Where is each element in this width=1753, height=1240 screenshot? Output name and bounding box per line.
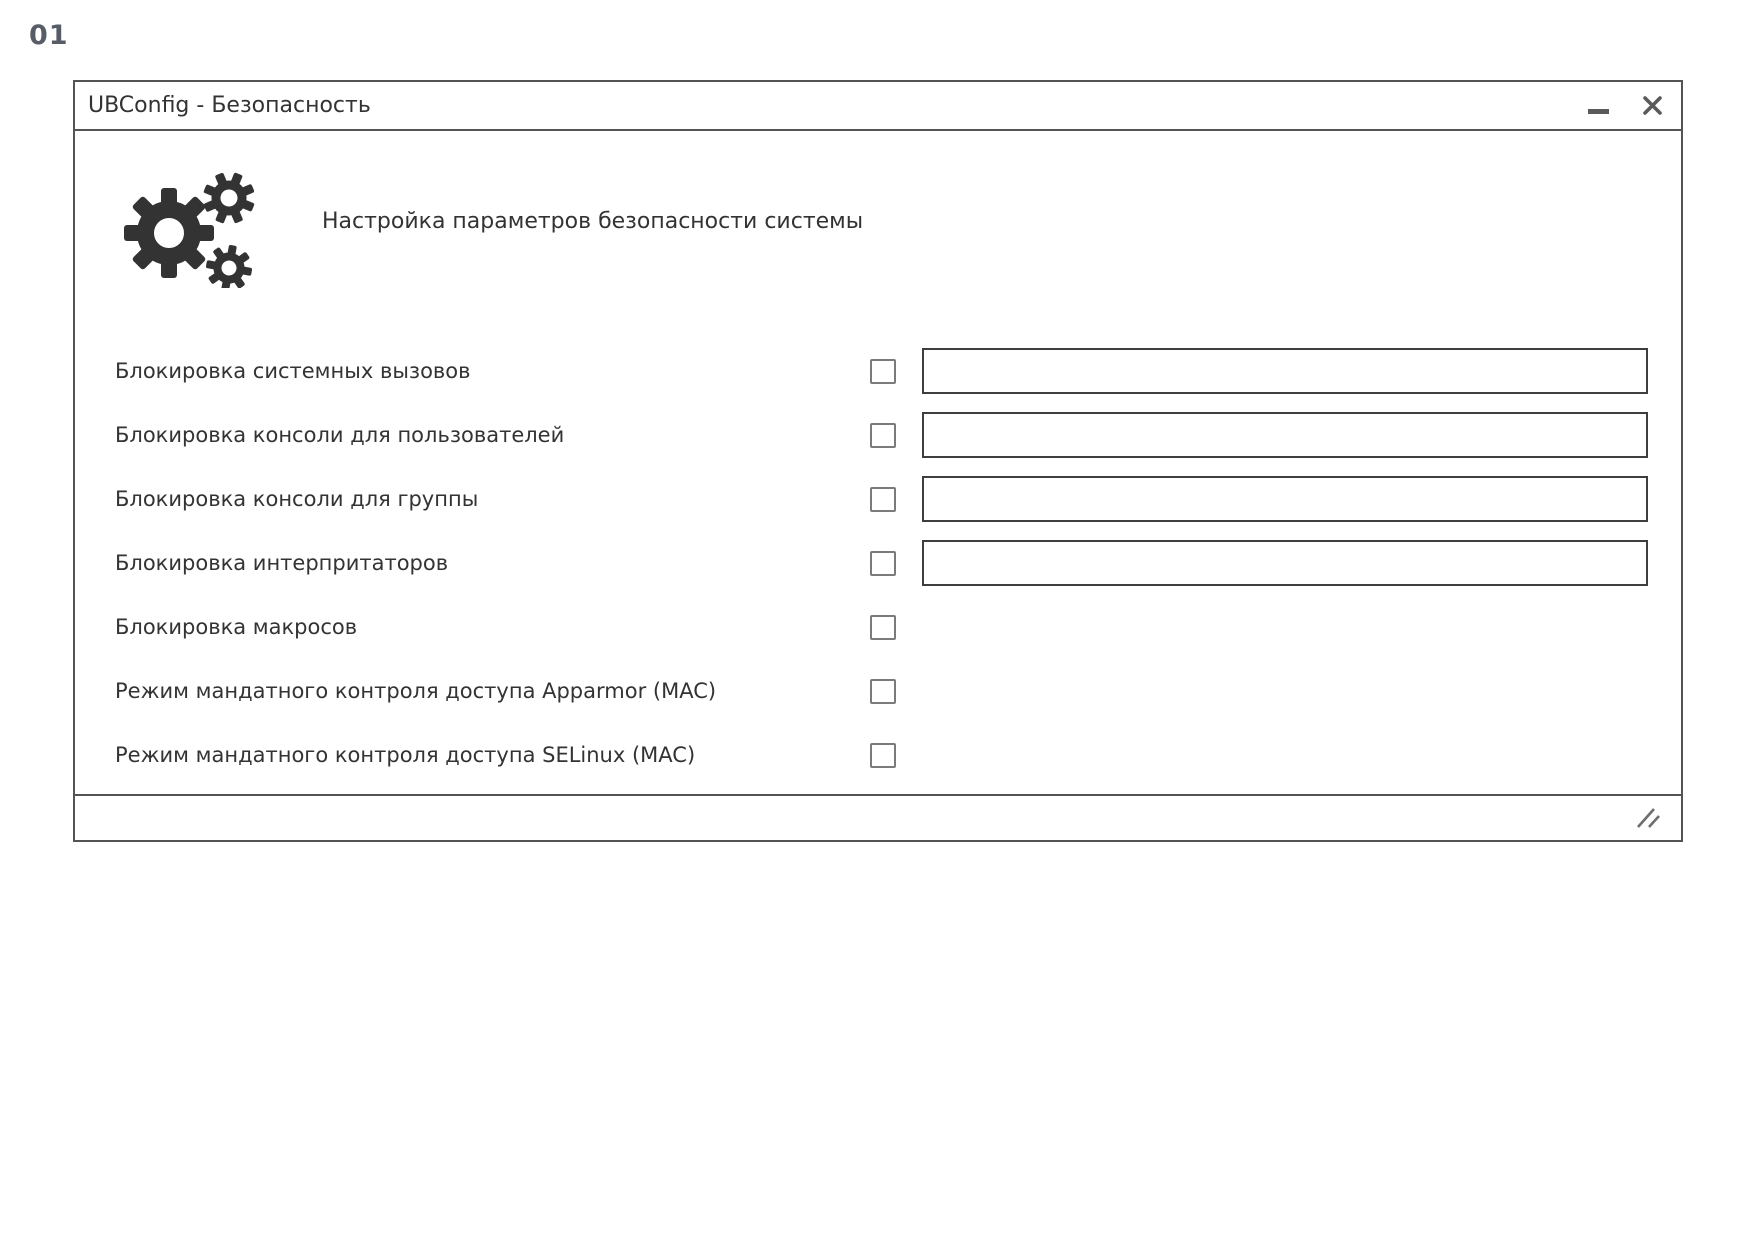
row-label: Блокировка консоли для группы: [115, 487, 479, 511]
form-rows: [115, 339, 1648, 787]
slide-number: 01: [29, 20, 69, 51]
row-text-input[interactable]: [922, 412, 1648, 458]
row-label: Блокировка системных вызовов: [115, 359, 471, 383]
row-checkbox[interactable]: [870, 615, 896, 640]
window-subtitle: Настройка параметров безопасности системы: [322, 208, 864, 234]
row-label: Блокировка консоли для пользователей: [115, 423, 565, 447]
row-checkbox[interactable]: [870, 359, 896, 384]
row-text-input[interactable]: [922, 476, 1648, 522]
row-label: Режим мандатного контроля доступа SELinux (MAC): [115, 743, 696, 767]
row-label: Блокировка макросов: [115, 615, 358, 639]
window-header: [115, 158, 1648, 288]
row-text-input[interactable]: [922, 348, 1648, 394]
row-checkbox[interactable]: [870, 423, 896, 448]
form-row: [115, 339, 1648, 403]
row-label: Блокировка интерпритаторов: [115, 551, 449, 575]
row-label: Режим мандатного контроля доступа Apparmor (MAC): [115, 679, 717, 703]
row-checkbox[interactable]: [870, 679, 896, 704]
form-row: [115, 467, 1648, 531]
resize-grip-icon[interactable]: [1635, 806, 1663, 830]
minimize-icon[interactable]: [1588, 109, 1609, 114]
window-controls: [1588, 93, 1665, 118]
window-title: UBConfig - Безопасность: [88, 93, 371, 118]
form-row: [115, 531, 1648, 595]
form-row: [115, 595, 1648, 659]
form-row: [115, 659, 1648, 723]
form-row: [115, 723, 1648, 787]
row-checkbox[interactable]: [870, 551, 896, 576]
window-statusbar: [75, 794, 1681, 840]
row-text-input[interactable]: [922, 540, 1648, 586]
close-icon[interactable]: [1640, 93, 1665, 118]
window-content: [75, 133, 1681, 794]
form-row: [115, 403, 1648, 467]
gears-icon: [112, 158, 262, 288]
ubconfig-window: [73, 80, 1683, 842]
row-checkbox[interactable]: [870, 743, 896, 768]
row-checkbox[interactable]: [870, 487, 896, 512]
window-titlebar: [75, 82, 1681, 131]
